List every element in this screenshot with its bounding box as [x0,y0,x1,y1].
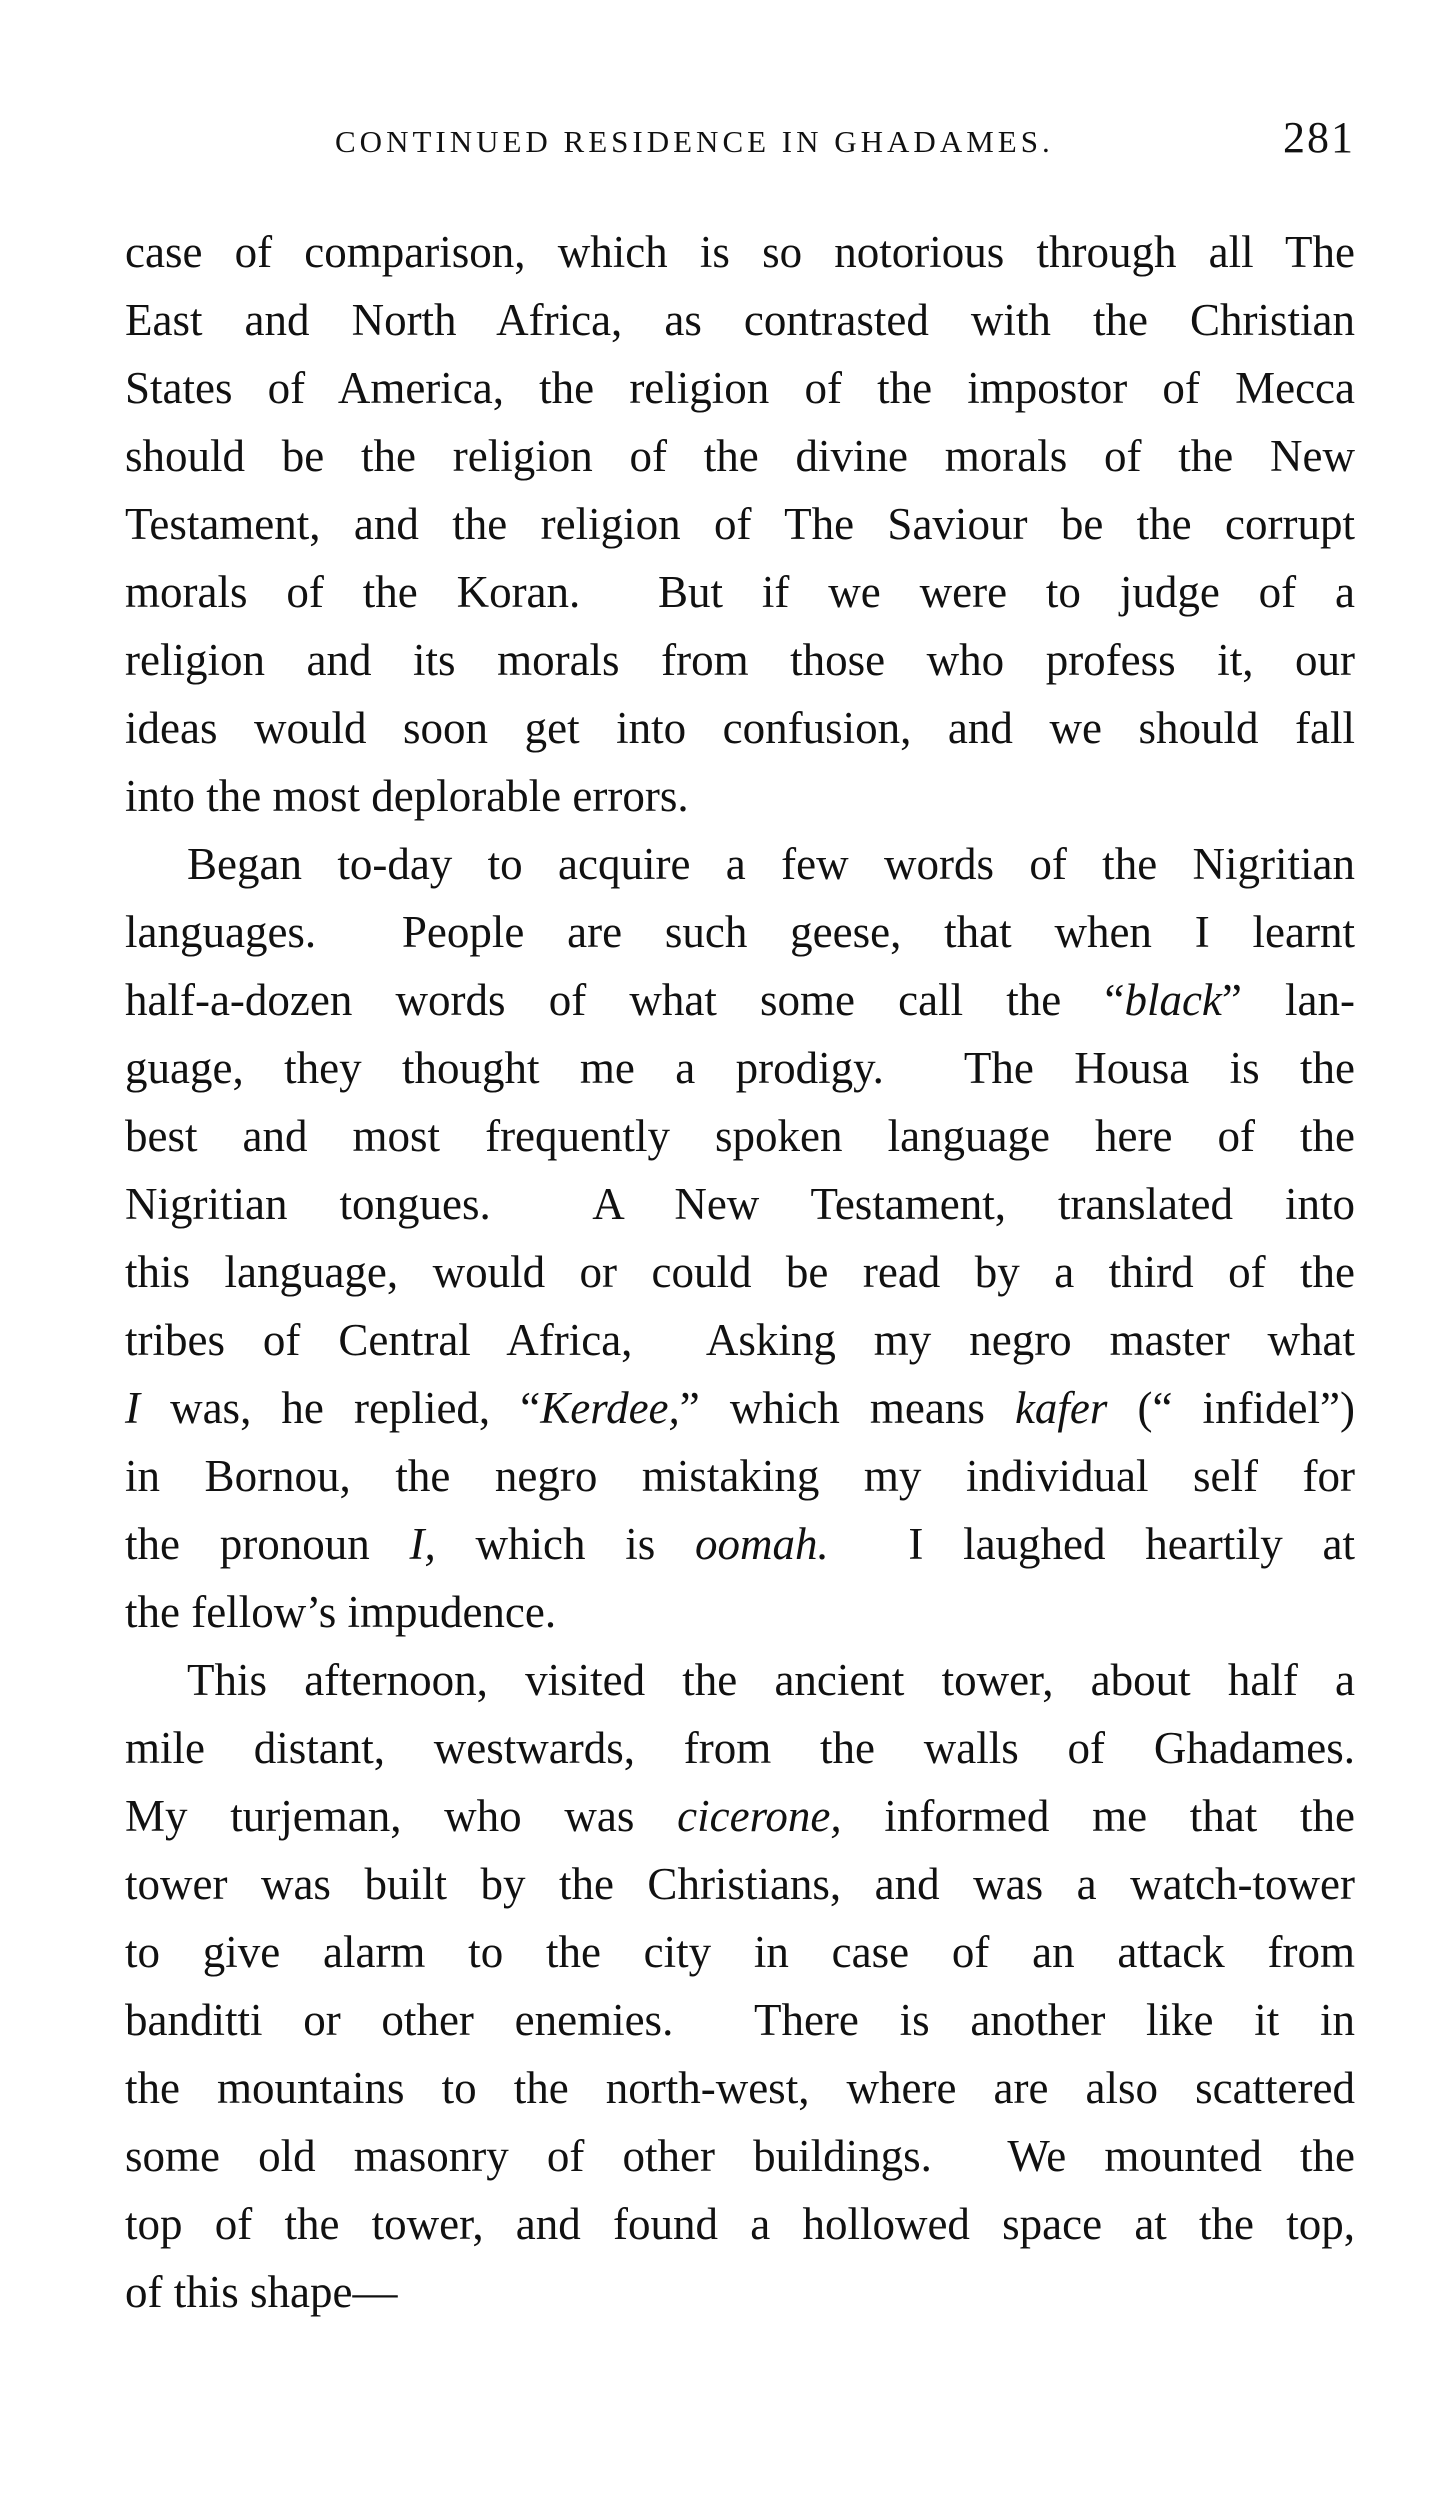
text-line [125,1850,1355,1918]
text-segment: This afternoon, visited the ancient tower, about half a [187,1655,1355,1705]
text-segment: ideas would soon get into confusion, and we should fall [125,703,1355,753]
text-line [125,286,1355,354]
text-line [125,422,1355,490]
text-segment: was, he replied, “ [140,1383,541,1433]
text-segment: informed me that the [841,1791,1355,1841]
text-segment: this language, would or could be read by a third of the [125,1247,1355,1297]
italic-text-segment: Kerdee, [540,1383,680,1433]
text-segment: which is [435,1519,696,1569]
text-line [125,1442,1355,1510]
text-line [125,966,1355,1034]
text-segment: States of America, the religion of the impostor of Mecca [125,363,1355,413]
text-line [125,694,1355,762]
text-segment: (“ infidel”) [1107,1383,1355,1433]
text-segment: best and most frequently spoken language here of the [125,1111,1355,1161]
text-segment: Nigritian tongues. A New Testament, translated into [125,1179,1355,1229]
italic-text-segment: oomah. [695,1519,829,1569]
italic-text-segment: black [1124,975,1222,1025]
text-line [125,1170,1355,1238]
text-line [125,218,1355,286]
text-line [125,1238,1355,1306]
text-segment: morals of the Koran. But if we were to judge of a [125,567,1355,617]
text-line [125,1782,1355,1850]
text-segment: religion and its morals from those who profess it, our [125,635,1355,685]
text-line [125,1510,1355,1578]
italic-text-segment: I, [409,1519,436,1569]
text-segment: banditti or other enemies. There is another like it in [125,1995,1355,2045]
text-segment: in Bornou, the negro mistaking my individual self for [125,1451,1355,1501]
text-segment: case of comparison, which is so notorious through all The [125,227,1355,277]
text-segment: guage, they thought me a prodigy. The Housa is the [125,1043,1355,1093]
text-segment: the fellow’s impudence. [125,1587,557,1637]
text-segment: of this shape— [125,2267,398,2317]
text-segment: East and North Africa, as contrasted with the Christian [125,295,1355,345]
text-line [125,898,1355,966]
text-line [125,1986,1355,2054]
text-segment: tribes of Central Africa, Asking my negro master what [125,1315,1355,1365]
text-line [125,1034,1355,1102]
text-line [125,1714,1355,1782]
text-line [125,2258,1355,2326]
text-segment: languages. People are such geese, that when I learnt [125,907,1355,957]
text-segment: half-a-dozen words of what some call the “ [125,975,1125,1025]
italic-text-segment: kafer [1014,1383,1108,1433]
text-segment: Began to-day to acquire a few words of the Nigritian [187,839,1355,889]
text-segment: into the most deplorable errors. [125,771,689,821]
text-segment: ” lan- [1221,975,1356,1025]
page-number: 281 [1283,113,1355,162]
text-line [125,830,1355,898]
text-segment: the mountains to the north-west, where are also scattered [125,2063,1355,2113]
text-line [125,2054,1355,2122]
text-segment: Testament, and the religion of The Saviour be the corrupt [125,499,1355,549]
text-segment: I laughed heartily at [828,1519,1355,1569]
page-header [125,112,1355,172]
text-line [125,1918,1355,1986]
text-segment: the pronoun [125,1519,410,1569]
text-line [125,490,1355,558]
text-segment: My turjeman, who was [125,1791,678,1841]
text-segment: mile distant, westwards, from the walls of Ghadames. [125,1723,1355,1773]
text-line [125,1374,1355,1442]
italic-text-segment: I [125,1383,140,1433]
text-line [125,1306,1355,1374]
text-line [125,2190,1355,2258]
text-line [125,1646,1355,1714]
text-segment: top of the tower, and found a hollowed space at the top, [125,2199,1355,2249]
text-segment: to give alarm to the city in case of an attack from [125,1927,1355,1977]
text-line [125,626,1355,694]
text-line [125,1578,1355,1646]
body-text [125,218,1355,2326]
text-segment: ” which means [679,1383,1015,1433]
text-segment: tower was built by the Christians, and was a watch-tower [125,1859,1355,1909]
text-line [125,2122,1355,2190]
text-line [125,354,1355,422]
italic-text-segment: cicerone, [677,1791,842,1841]
text-segment: some old masonry of other buildings. We mounted the [125,2131,1355,2181]
text-segment: should be the religion of the divine morals of the New [125,431,1355,481]
text-line [125,762,1355,830]
running-head: CONTINUED RESIDENCE IN GHADAMES. [335,124,1054,159]
text-line [125,1102,1355,1170]
text-line [125,558,1355,626]
